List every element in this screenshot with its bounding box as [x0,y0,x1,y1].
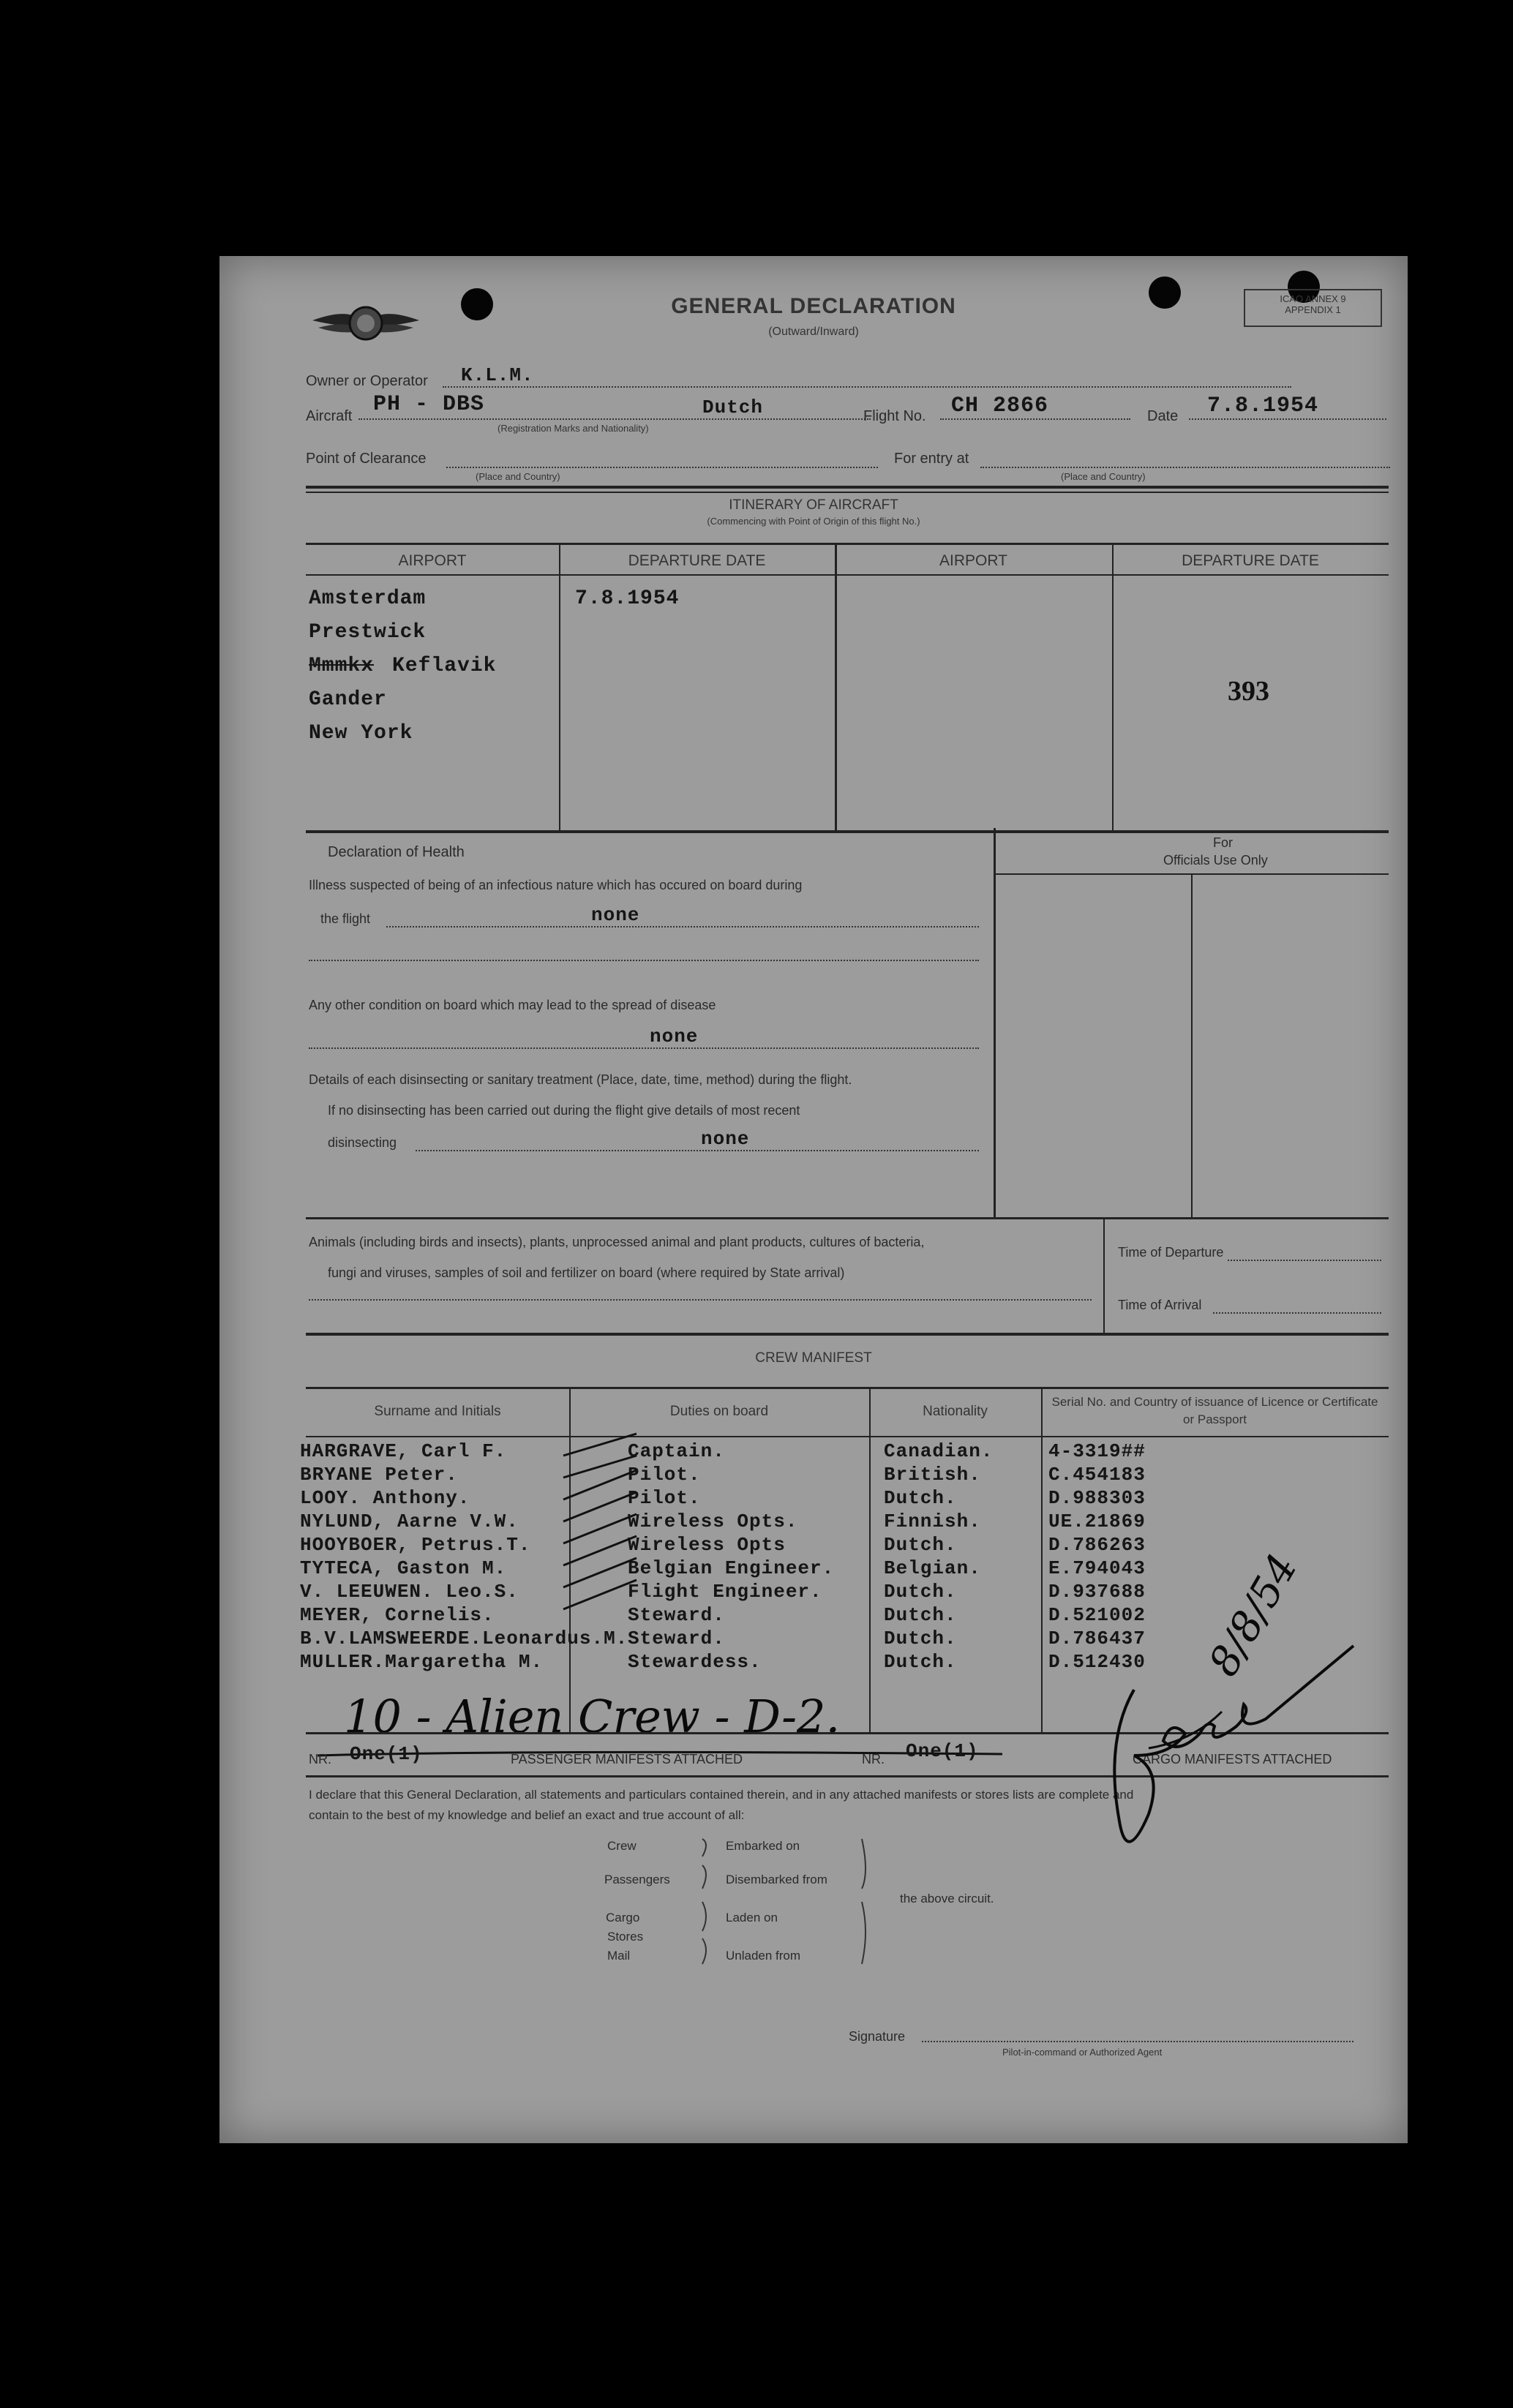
crew-duty: Wireless Opts [628,1534,786,1556]
time-departure-label: Time of Departure [1118,1245,1224,1260]
crew-duty: Pilot. [628,1487,701,1509]
declaration-item: Embarked on [726,1839,800,1853]
crew-nat: Dutch. [884,1604,957,1626]
crew-duty: Flight Engineer. [628,1581,822,1603]
nr-label: NR. [862,1752,885,1767]
col-divider [1103,1217,1105,1333]
entry-line [980,467,1390,468]
crew-title: CREW MANIFEST [755,1350,872,1366]
brace-lines [695,1836,724,1968]
declaration-item: Laden on [726,1911,778,1924]
crew-duty: Belgian Engineer. [628,1557,835,1579]
answer-line [416,1150,979,1151]
health-q2: Any other condition on board which may lead to the spread of disease [309,998,716,1012]
crew-header-duty: Duties on board [669,1404,769,1419]
crew-duty: Wireless Opts. [628,1510,798,1532]
entry-note: (Place and Country) [1061,471,1146,482]
crew-nat: Dutch. [884,1487,957,1509]
itinerary-table [306,543,1389,833]
official-label: Officials Use Only [1163,853,1268,868]
crew-name: BRYANE Peter. [300,1464,458,1486]
handwritten-strokes [556,1426,644,1660]
clearance-line [446,467,878,468]
crew-nat: Dutch. [884,1651,957,1673]
answer-line [309,1047,979,1049]
header-rule [306,1436,1389,1437]
crew-serial: UE.21869 [1048,1510,1146,1532]
col-divider [869,1389,871,1733]
crew-header-serial: Serial No. and Country of issuance of Licence or Certificate or Passport [1051,1395,1378,1426]
owner-line [443,386,1291,388]
health-q3c: disinsecting [328,1135,397,1150]
header-rule [994,873,1389,875]
health-q3: Details of each disinsecting or sanitary treatment (Place, date, time, method) during the flight. [309,1072,852,1087]
declaration-item: Stores [607,1930,644,1944]
crew-nat: Belgian. [884,1557,981,1579]
brace-lines [855,1836,884,1968]
col-departure-1: DEPARTURE DATE [628,552,766,569]
health-q3b: If no disinsecting has been carried out during the flight give details of most recent [328,1103,800,1118]
col-divider [559,545,560,830]
health-title: Declaration of Health [328,844,465,860]
crew-serial: E.794043 [1048,1557,1146,1579]
crew-nat: Finnish. [884,1510,981,1532]
crew-duty: Stewardess. [628,1651,762,1673]
health-a3: none [701,1128,750,1150]
crew-serial: C.454183 [1048,1464,1146,1486]
rule [306,492,1389,493]
crew-serial: D.937688 [1048,1581,1146,1603]
form-subtitle: (Outward/Inward) [768,326,859,338]
handwritten-initials [1032,1631,1368,1880]
crew-serial: D.512430 [1048,1651,1146,1673]
health-a2: none [650,1026,699,1047]
itinerary-airport: Prestwick [309,621,427,644]
answer-line [309,1299,1092,1301]
col-divider [994,828,996,1217]
official-label: For [1213,835,1233,850]
stamp-number: 393 [1228,676,1269,707]
declaration-item: Crew [607,1839,637,1853]
crew-name: HARGRAVE, Carl F. [300,1440,507,1462]
clearance-note: (Place and Country) [476,471,560,482]
answer-line [309,960,979,961]
crew-name: MULLER.Margaretha M. [300,1651,544,1673]
crew-name: LOOY. Anthony. [300,1487,470,1509]
signature-label: Signature [849,2029,906,2044]
handwritten-note: 10 - Alien Crew - D-2. [344,1690,841,1743]
time-arrival-label: Time of Arrival [1118,1298,1202,1312]
declaration-item: Disembarked from [726,1873,827,1886]
flight-line [940,418,1130,420]
nr-label: NR. [309,1752,331,1767]
declaration-item: Unladen from [726,1949,801,1963]
crew-serial: 4-3319## [1048,1440,1146,1462]
crew-header-nationality: Nationality [923,1404,988,1419]
crew-duty: Steward. [628,1628,725,1649]
rule [306,486,1389,489]
crew-name: NYLUND, Aarne V.W. [300,1510,519,1532]
signature-note: Pilot-in-command or Authorized Agent [1002,2047,1163,2058]
crew-duty: Pilot. [628,1464,701,1486]
crew-nat: Canadian. [884,1440,994,1462]
answer-line [1228,1260,1381,1261]
itinerary-subtitle: (Commencing with Point of Origin of this flight No.) [707,516,920,527]
health-section [306,828,1389,1219]
crew-name: B.V.LAMSWEERDE.Leonardus.M. [300,1628,628,1649]
itinerary-title: ITINERARY OF AIRCRAFT [729,497,898,513]
animals-section [306,1217,1389,1336]
handwritten-date: 8/8/54 [1200,1546,1307,1685]
crew-nat: Dutch. [884,1628,957,1649]
header-rule [306,574,1389,576]
col-airport-2: AIRPORT [939,552,1007,569]
itinerary-departure-date: 7.8.1954 [575,587,680,610]
itinerary-airport: Amsterdam [309,587,427,610]
crew-name: TYTECA, Gaston M. [300,1557,507,1579]
col-divider [835,545,837,830]
crew-nat: Dutch. [884,1534,957,1556]
passenger-manifest-count: One(1) [350,1743,423,1765]
clearance-label: Point of Clearance [306,451,427,467]
crew-header-name: Surname and Initials [374,1404,501,1419]
itinerary-airport: New York [309,722,413,745]
aircraft-note: (Registration Marks and Nationality) [498,423,649,434]
flight-number: CH 2866 [951,394,1049,418]
itinerary-airport: Gander [309,688,387,711]
struck-text: Mmmkx [309,655,375,677]
crew-name: HOOYBOER, Petrus.T. [300,1534,531,1556]
date-line [1189,418,1386,420]
crew-duty: Steward. [628,1604,725,1626]
aircraft-registration: PH - DBS [373,392,485,417]
crew-serial: D.521002 [1048,1604,1146,1626]
annex-label: ICAO ANNEX 9 [1280,293,1346,304]
crew-serial: D.786437 [1048,1628,1146,1649]
crew-name: MEYER, Cornelis. [300,1604,495,1626]
above-circuit: the above circuit. [900,1892,994,1905]
col-divider [1191,873,1193,1217]
owner-value: K.L.M. [461,364,534,386]
owner-label: Owner or Operator [306,373,428,389]
health-q1: Illness suspected of being of an infectious nature which has occured on board during [309,878,803,892]
declaration-document [219,256,1408,2143]
aircraft-label: Aircraft [306,408,353,424]
health-a1: none [591,904,640,926]
animals-text: Animals (including birds and insects), plants, unprocessed animal and plant products, cultures of bacteria, [309,1235,925,1249]
declaration-text: contain to the best of my knowledge and belief an exact and true account of all: [309,1808,745,1822]
annex-box [1244,289,1382,327]
col-airport-1: AIRPORT [398,552,467,569]
crew-nat: British. [884,1464,981,1486]
crew-duty: Captain. [628,1440,725,1462]
itinerary-airport: Keflavik [392,655,497,677]
col-divider [1112,545,1114,830]
health-q1b: the flight [320,911,371,926]
crew-serial: D.988303 [1048,1487,1146,1509]
crew-name: V. LEEUWEN. Leo.S. [300,1581,519,1603]
animals-text: fungi and viruses, samples of soil and fertilizer on board (where required by State arrival) [328,1265,845,1280]
cargo-manifest-text: CARGO MANIFESTS ATTACHED [1133,1752,1332,1767]
date-value: 7.8.1954 [1207,394,1319,418]
entry-label: For entry at [894,451,969,467]
cargo-manifest-count: One(1) [906,1740,979,1762]
answer-line [1213,1312,1381,1314]
declaration-item: Passengers [604,1873,670,1886]
date-label: Date [1147,408,1179,424]
crew-serial: D.786263 [1048,1534,1146,1556]
crew-nat: Dutch. [884,1581,957,1603]
aircraft-line [358,418,871,420]
appendix-label: APPENDIX 1 [1285,304,1341,315]
declaration-text: I declare that this General Declaration, all statements and particulars contained therein, and in any attached manifests or stores lists are complete and [309,1788,1134,1802]
answer-line [386,926,979,928]
signature-line [922,2041,1354,2042]
declaration-item: Mail [607,1949,631,1963]
passenger-manifest-text: PASSENGER MANIFESTS ATTACHED [511,1752,743,1767]
flight-label: Flight No. [863,408,926,424]
form-title: GENERAL DECLARATION [671,294,956,318]
declaration-item: Cargo [606,1911,640,1924]
aircraft-nationality: Dutch [702,396,764,418]
col-departure-2: DEPARTURE DATE [1182,552,1319,569]
